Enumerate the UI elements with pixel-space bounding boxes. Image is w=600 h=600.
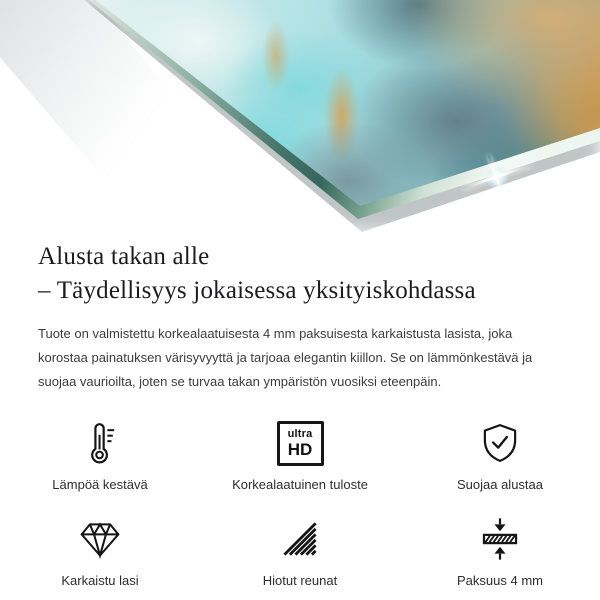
polished-edges-icon <box>278 516 322 562</box>
product-description: Tuote on valmistettu korkealaatuisesta 4 mm paksuisesta karkaistusta lasista, joka korostaa painatuksen värisyvyyttä ja tarjoaa elegantin kiillon. Se on lämmönkestävä ja suojaa vaurioilta, joten se turvaa takan ympäristön vuosiksi eteenpäin. <box>38 326 533 389</box>
feature-label: Suojaa alustaa <box>456 477 543 492</box>
feature-protects-surface <box>400 420 600 492</box>
sparkle-highlight-icon <box>461 150 533 206</box>
feature-label: Lämpöä kestävä <box>52 477 148 492</box>
page-title-line1: Alusta takan alle <box>38 243 210 270</box>
description-section <box>0 232 600 394</box>
feature-tempered-glass <box>0 516 200 588</box>
feature-label: Hiotut reunat <box>262 573 338 588</box>
feature-label: Paksuus 4 mm <box>457 573 543 588</box>
feature-polished-edges <box>200 516 400 588</box>
feature-ultra-hd-print <box>200 420 400 492</box>
feature-label: Karkaistu lasi <box>61 573 139 588</box>
product-photo <box>0 0 600 232</box>
diamond-icon <box>78 516 122 562</box>
page-title <box>38 240 562 308</box>
feature-grid <box>0 420 600 588</box>
feature-label: Korkealaatuinen tuloste <box>232 477 368 492</box>
ultra-hd-icon: ultra HD <box>277 420 324 466</box>
page-title-line2: – Täydellisyys jokaisessa yksityiskohdassa <box>38 277 476 304</box>
thermometer-icon <box>78 420 122 466</box>
shield-check-icon <box>478 420 522 466</box>
thickness-icon <box>478 516 522 562</box>
feature-thickness <box>400 516 600 588</box>
feature-heat-resistant <box>0 420 200 492</box>
